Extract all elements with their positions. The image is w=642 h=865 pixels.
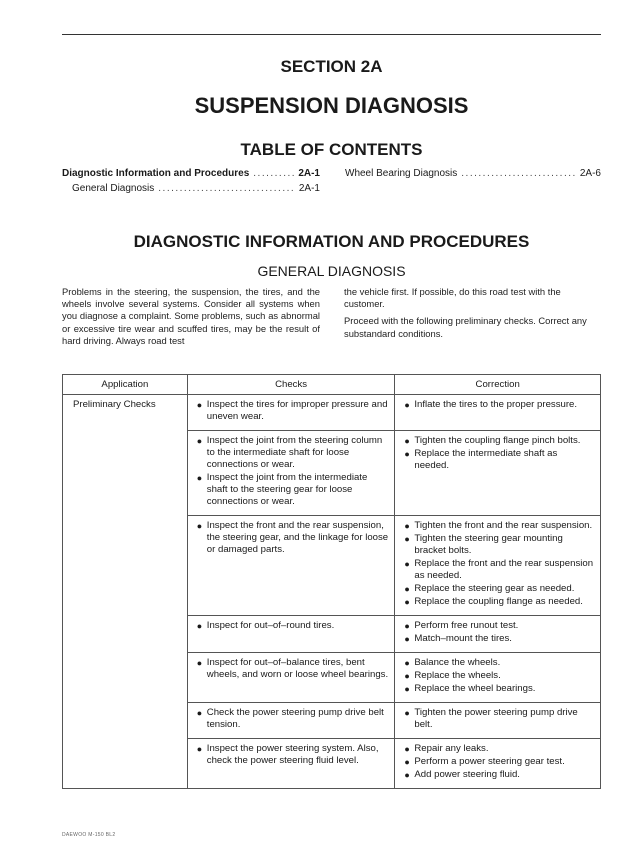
correction-cell xyxy=(395,703,601,739)
list-item-text: Inspect the joint from the intermediate shaft to the steering gear for loose connections or wear. xyxy=(206,472,368,507)
application-cell: Preliminary Checks xyxy=(63,395,188,789)
list-item-text: Check the power steering pump drive belt tension. xyxy=(206,707,384,730)
toc-entry-page: 2A-1 xyxy=(298,183,320,194)
correction-list xyxy=(401,657,594,695)
list-item-text: Replace the wheel bearings. xyxy=(414,683,536,694)
checks-list xyxy=(194,399,389,423)
bullet-icon: ● xyxy=(404,770,410,780)
correction-list xyxy=(401,520,594,608)
toc-leader-dots xyxy=(158,183,295,194)
list-item xyxy=(401,769,594,781)
bullet-icon: ● xyxy=(404,744,410,754)
list-item-text: Perform a power steering gear test. xyxy=(414,756,565,767)
top-rule xyxy=(62,34,601,35)
toc-entry-title: Diagnostic Information and Procedures xyxy=(62,168,250,179)
column-header-application: Application xyxy=(63,375,188,395)
list-item xyxy=(401,707,594,731)
correction-cell xyxy=(395,653,601,703)
checks-list xyxy=(194,435,389,508)
list-item xyxy=(401,683,594,695)
list-item-text: Inspect for out–of–balance tires, bent wheels, and worn or loose wheel bearings. xyxy=(206,657,389,680)
page-title: SUSPENSION DIAGNOSIS xyxy=(194,93,469,118)
list-item xyxy=(401,633,594,645)
correction-list xyxy=(401,743,594,781)
list-item-text: Inspect for out–of–round tires. xyxy=(206,620,335,631)
column-header-correction: Correction xyxy=(395,375,601,395)
bullet-icon: ● xyxy=(196,521,203,531)
checks-cell xyxy=(187,739,395,789)
page-footer: DAEWOO M-150 BL2 xyxy=(62,832,116,838)
list-item xyxy=(194,472,389,508)
list-item-text: Replace the intermediate shaft as needed. xyxy=(414,448,558,471)
list-item xyxy=(401,520,594,532)
bullet-icon: ● xyxy=(404,449,410,459)
list-item-text: Add power steering fluid. xyxy=(414,769,520,780)
list-item xyxy=(401,596,594,608)
list-item-text: Perform free runout test. xyxy=(414,620,519,631)
section-label: SECTION 2A xyxy=(280,57,383,76)
list-item-text: Tighten the steering gear mounting bracket bolts. xyxy=(414,533,563,556)
list-item-text: Replace the steering gear as needed. xyxy=(414,583,575,594)
bullet-icon: ● xyxy=(404,671,410,681)
list-item xyxy=(194,399,389,423)
toc-entry-title: General Diagnosis xyxy=(72,183,155,194)
bullet-icon: ● xyxy=(196,621,203,631)
bullet-icon: ● xyxy=(404,559,410,569)
bullet-icon: ● xyxy=(404,521,410,531)
list-item-text: Replace the wheels. xyxy=(414,670,501,681)
bullet-icon: ● xyxy=(196,708,203,718)
list-item-text: Inspect the power steering system. Also, check the power steering fluid level. xyxy=(206,743,379,766)
table-body xyxy=(63,395,601,789)
correction-list xyxy=(401,435,594,472)
diagnosis-table xyxy=(62,374,601,789)
list-item xyxy=(401,558,594,582)
intro-paragraph-left: Problems in the steering, the suspension, the tires, and the wheels involve several systems. Consider all systems when you diagnose a complaint. Some problems, such as abnormal or excessive tire wear and scuffed tires, may be the result of hard driving. Always road test xyxy=(62,286,320,346)
intro-paragraph: Proceed with the following preliminary checks. Correct any substandard conditions. xyxy=(344,315,587,339)
list-item xyxy=(401,448,594,472)
toc-entry-page: 2A-6 xyxy=(579,168,601,179)
list-item xyxy=(194,657,389,681)
bullet-icon: ● xyxy=(404,708,410,718)
toc-entry[interactable] xyxy=(62,168,320,183)
bullet-icon: ● xyxy=(404,436,410,446)
checks-list xyxy=(194,707,389,731)
intro-paragraph: the vehicle first. If possible, do this road test with the customer. xyxy=(344,286,561,310)
list-item-text: Balance the wheels. xyxy=(414,657,501,668)
list-item xyxy=(401,399,594,411)
bullet-icon: ● xyxy=(404,584,410,594)
list-item xyxy=(194,520,389,556)
list-item xyxy=(194,620,389,632)
list-item xyxy=(401,583,594,595)
list-item-text: Repair any leaks. xyxy=(414,743,489,754)
correction-cell xyxy=(395,739,601,789)
bullet-icon: ● xyxy=(404,634,410,644)
list-item xyxy=(401,620,594,632)
bullet-icon: ● xyxy=(404,658,410,668)
diagnostic-heading: DIAGNOSTIC INFORMATION AND PROCEDURES xyxy=(133,232,530,251)
correction-cell xyxy=(395,395,601,431)
list-item-text: Tighten the coupling flange pinch bolts. xyxy=(414,435,581,446)
bullet-icon: ● xyxy=(404,597,410,607)
toc-entry[interactable] xyxy=(345,168,601,183)
toc-entry-page: 2A-1 xyxy=(298,168,320,179)
bullet-icon: ● xyxy=(404,684,410,694)
toc-leader-dots xyxy=(253,168,294,179)
bullet-icon: ● xyxy=(404,757,410,767)
correction-cell xyxy=(395,616,601,653)
toc-entry[interactable] xyxy=(62,183,320,198)
list-item-text: Inflate the tires to the proper pressure. xyxy=(414,399,578,410)
intro-paragraph-right xyxy=(344,286,601,345)
table-header-row xyxy=(63,375,601,395)
list-item xyxy=(194,743,389,767)
list-item xyxy=(194,707,389,731)
list-item-text: Tighten the front and the rear suspension. xyxy=(414,520,593,531)
list-item xyxy=(401,435,594,447)
correction-list xyxy=(401,620,594,645)
column-header-checks: Checks xyxy=(187,375,395,395)
checks-list xyxy=(194,620,389,632)
general-diagnosis-subheading: GENERAL DIAGNOSIS xyxy=(257,263,406,279)
checks-cell xyxy=(187,653,395,703)
checks-cell xyxy=(187,395,395,431)
list-item-text: Match–mount the tires. xyxy=(414,633,512,644)
checks-cell xyxy=(187,703,395,739)
list-item-text: Inspect the front and the rear suspension, the steering gear, and the linkage for loose or damaged parts. xyxy=(206,520,389,555)
list-item-text: Replace the coupling flange as needed. xyxy=(414,596,583,607)
bullet-icon: ● xyxy=(404,534,410,544)
toc-right-column xyxy=(345,168,601,183)
list-item xyxy=(401,657,594,669)
correction-cell xyxy=(395,431,601,516)
correction-list xyxy=(401,399,594,411)
toc-entry-title: Wheel Bearing Diagnosis xyxy=(345,168,458,179)
list-item xyxy=(401,670,594,682)
list-item-text: Tighten the power steering pump drive belt. xyxy=(414,707,578,730)
checks-cell xyxy=(187,516,395,616)
checks-list xyxy=(194,520,389,556)
correction-cell xyxy=(395,516,601,616)
bullet-icon: ● xyxy=(196,658,203,668)
bullet-icon: ● xyxy=(196,400,203,410)
checks-list xyxy=(194,743,389,767)
list-item xyxy=(401,533,594,557)
bullet-icon: ● xyxy=(196,436,203,446)
toc-leader-dots xyxy=(461,168,576,179)
toc-title: TABLE OF CONTENTS xyxy=(240,140,423,159)
list-item xyxy=(401,756,594,768)
list-item-text: Inspect the tires for improper pressure and uneven wear. xyxy=(206,399,388,422)
list-item xyxy=(401,743,594,755)
toc-left-column xyxy=(62,168,320,198)
list-item xyxy=(194,435,389,471)
bullet-icon: ● xyxy=(404,400,410,410)
checks-cell xyxy=(187,616,395,653)
bullet-icon: ● xyxy=(196,473,203,483)
bullet-icon: ● xyxy=(196,744,203,754)
list-item-text: Replace the front and the rear suspension as needed. xyxy=(414,558,594,581)
correction-list xyxy=(401,707,594,731)
bullet-icon: ● xyxy=(404,621,410,631)
list-item-text: Inspect the joint from the steering column to the intermediate shaft for loose connections or wear. xyxy=(206,435,383,470)
checks-list xyxy=(194,657,389,681)
table-row xyxy=(63,395,601,431)
checks-cell xyxy=(187,431,395,516)
